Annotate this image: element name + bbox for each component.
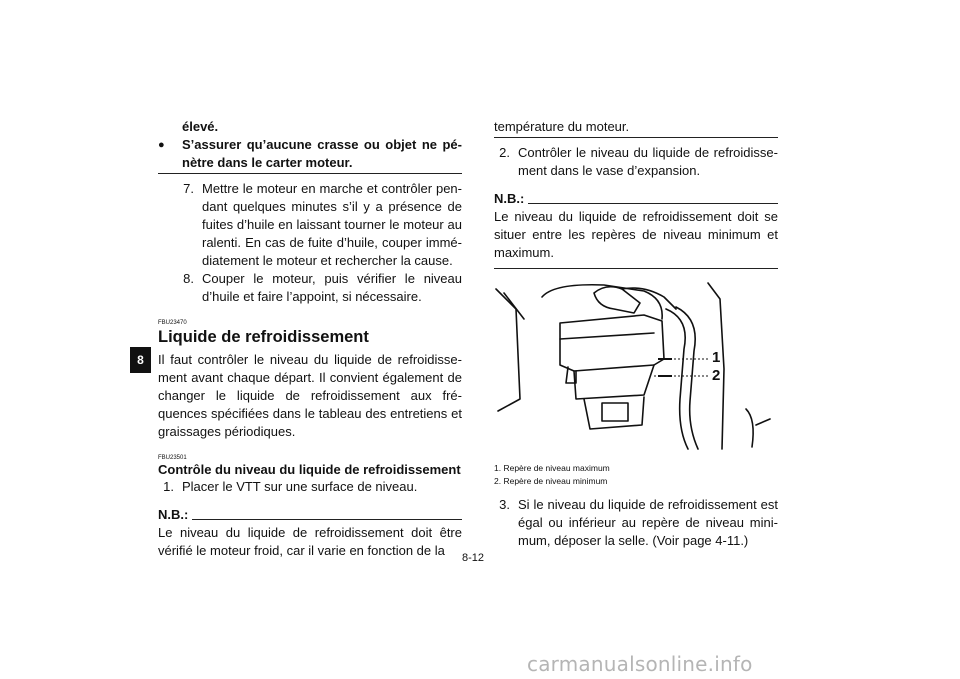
warning-continued: élevé. <box>182 119 219 134</box>
reservoir-drawing <box>494 279 778 451</box>
subsection-code: FBU23501 <box>158 455 187 461</box>
right-column <box>494 118 778 550</box>
bullet-icon: ● <box>158 139 165 151</box>
figure-caption <box>494 461 778 486</box>
section-text: Il faut contrôler le niveau du liquide de refroidissement avant chaque départ. Il convient également de changer le liquide de refroidissement aux fréquences spécifiées dans le tableau des entretiens et graissages périodiques. <box>158 352 462 439</box>
section-code: FBU23470 <box>158 320 187 326</box>
step-text: Couper le moteur, puis vérifier le niveau d’huile et faire l’appoint, si nécessaire. <box>202 271 462 304</box>
step-number: 8. <box>183 271 194 286</box>
note-label: N.B.: <box>494 191 525 206</box>
divider <box>494 268 778 269</box>
note-rule <box>528 203 778 204</box>
chapter-tab <box>130 347 151 373</box>
step-7 <box>158 180 462 270</box>
step-text: Placer le VTT sur une surface de niveau. <box>182 479 418 494</box>
warning-bullet <box>158 136 462 172</box>
step-1 <box>158 478 462 496</box>
step-number: 2. <box>499 145 510 160</box>
step-number: 7. <box>183 181 194 196</box>
note-header <box>494 190 778 208</box>
caption-item-2: 2. Repère de niveau minimum <box>494 476 608 486</box>
step-number: 1. <box>163 479 174 494</box>
step-text: Contrôler le niveau du liquide de refroidissement dans le vase d’expansion. <box>518 145 778 178</box>
step-2 <box>494 144 778 180</box>
divider <box>494 137 778 138</box>
warning-bullet-text: S’assurer qu’aucune crasse ou objet ne pénètre dans le carter moteur. <box>182 137 462 170</box>
note-label: N.B.: <box>158 507 189 522</box>
divider <box>158 173 462 174</box>
caption-item-1: 1. Repère de niveau maximum <box>494 463 610 473</box>
step-text: Si le niveau du liquide de refroidissement est égal ou inférieur au repère de niveau minimum, déposer la selle. (Voir page 4-11.) <box>518 497 778 548</box>
chapter-tab-number: 8 <box>137 353 144 367</box>
left-column <box>158 118 462 560</box>
step-8 <box>158 270 462 306</box>
section-title: Liquide de refroidissement <box>158 328 369 346</box>
continued-text: température du moteur. <box>494 119 630 134</box>
step-number: 3. <box>499 497 510 512</box>
note-rule <box>192 519 462 520</box>
note-text: Le niveau du liquide de refroidissement doit se situer entre les repères de niveau minimum et maximum. <box>494 209 778 260</box>
step-3 <box>494 496 778 550</box>
coolant-reservoir-illustration <box>494 279 778 451</box>
step-text: Mettre le moteur en marche et contrôler pendant quelques minutes s’il y a présence de fuites d’huile en laissant tourner le moteur au ralenti. En cas de fuite d’huile, couper immédiatement le moteur et rechercher la cause. <box>202 181 462 268</box>
note-text: Le niveau du liquide de refroidissement doit être vérifié le moteur froid, car il varie en fonction de la <box>158 525 462 558</box>
callout-max-level: 1 <box>712 349 721 366</box>
note-header <box>158 506 462 524</box>
callout-min-level: 2 <box>712 367 721 384</box>
watermark: carmanualsonline.info <box>527 652 753 676</box>
page-number: 8-12 <box>462 552 485 564</box>
subsection-title: Contrôle du niveau du liquide de refroidissement <box>158 462 461 477</box>
